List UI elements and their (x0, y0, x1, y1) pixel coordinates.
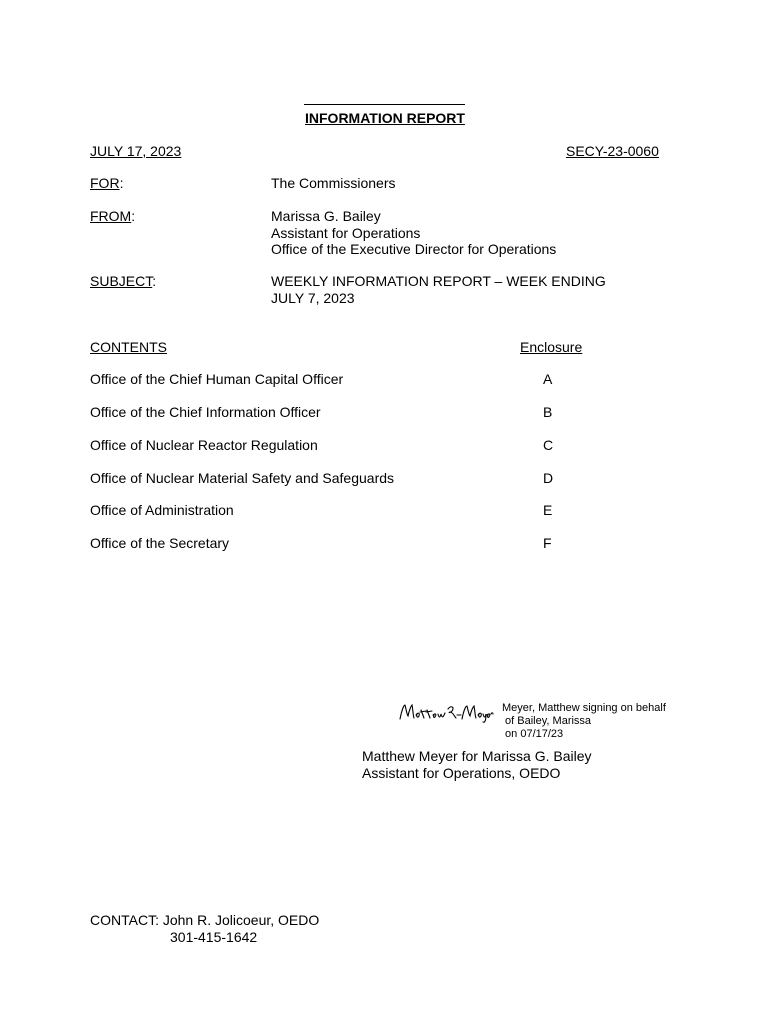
contents-row-office: Office of Nuclear Material Safety and Safeguards (90, 470, 395, 486)
contents-row-office: Office of the Chief Human Capital Officer (90, 371, 344, 387)
signature-note-line-3: on 07/17/23 (502, 728, 564, 740)
subject-label: SUBJECT (90, 273, 153, 289)
signature-note-line-1: Meyer, Matthew signing on behalf (502, 702, 666, 714)
contact-name: CONTACT: John R. Jolicoeur, OEDO (90, 912, 320, 928)
from-value (271, 208, 556, 258)
from-name: Marissa G. Bailey (271, 208, 381, 224)
document-number: SECY-23-0060 (566, 143, 659, 159)
subject-colon: : (152, 273, 157, 289)
contents-row-enclosure: C (543, 437, 554, 453)
for-colon: : (119, 175, 124, 191)
for-label-group (90, 175, 123, 191)
subject-line-2: JULY 7, 2023 (271, 289, 355, 306)
from-office: Office of the Executive Director for Operations (271, 241, 557, 257)
from-colon: : (131, 208, 136, 224)
contents-row-office: Office of the Secretary (90, 535, 230, 551)
signer-block (362, 748, 592, 781)
from-title: Assistant for Operations (271, 224, 421, 241)
contents-row-enclosure: A (543, 371, 553, 387)
enclosure-heading: Enclosure (520, 339, 583, 355)
title-overline (304, 104, 465, 105)
contents-row-office: Office of the Chief Information Officer (90, 404, 321, 420)
from-label-group (90, 208, 135, 224)
handwritten-signature-icon (398, 701, 494, 723)
contents-row-enclosure: E (543, 502, 553, 518)
contact-phone: 301-415-1642 (170, 929, 258, 945)
subject-line-1: WEEKLY INFORMATION REPORT – WEEK ENDING (271, 273, 606, 289)
report-date: JULY 17, 2023 (90, 143, 182, 159)
signer-name: Matthew Meyer for Marissa G. Bailey (362, 748, 592, 764)
for-label: FOR (90, 175, 120, 191)
contents-row-enclosure: D (543, 470, 554, 486)
report-title: INFORMATION REPORT (305, 110, 465, 126)
subject-value (271, 273, 606, 306)
contents-heading: CONTENTS (90, 339, 167, 355)
for-value: The Commissioners (271, 175, 396, 191)
from-label: FROM (90, 208, 132, 224)
contents-row-enclosure: F (543, 535, 552, 551)
signer-title: Assistant for Operations, OEDO (362, 764, 561, 781)
contents-row-office: Office of Nuclear Reactor Regulation (90, 437, 318, 453)
digital-signature-note (502, 702, 666, 741)
signature-note-line-2: of Bailey, Marissa (502, 715, 592, 727)
subject-label-group (90, 273, 156, 289)
contents-row-office: Office of Administration (90, 502, 234, 518)
contents-row-enclosure: B (543, 404, 553, 420)
